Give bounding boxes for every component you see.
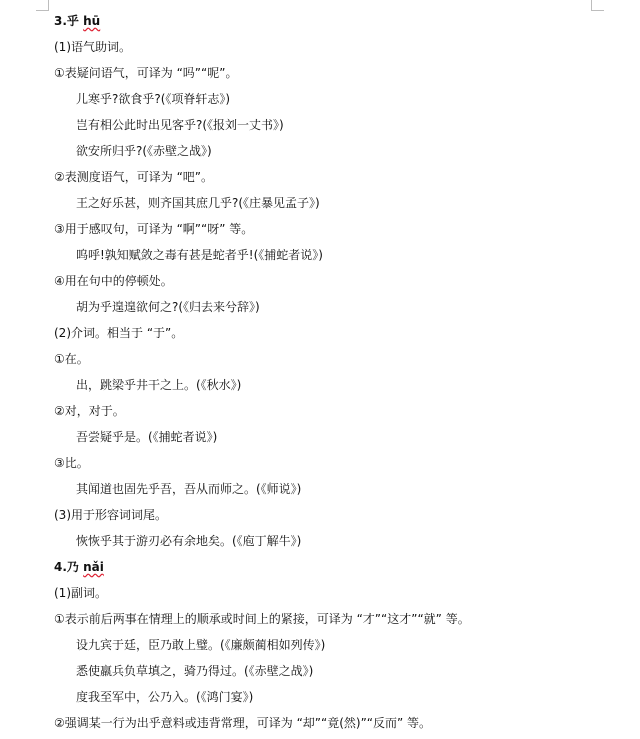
- doc-line: ②对，对于。: [54, 404, 125, 418]
- doc-line: ②表测度语气，可译为 “吧”。: [54, 170, 214, 184]
- page-corner-mark-left: [36, 0, 49, 11]
- doc-line: 悉使羸兵负草填之，骑乃得过。(《赤壁之战》): [76, 664, 314, 678]
- doc-line: 吾尝疑乎是。(《捕蛇者说》): [76, 430, 218, 444]
- doc-line: 恢恢乎其于游刃必有余地矣。(《庖丁解牛》): [76, 534, 302, 548]
- section-heading-num: 4.乃: [54, 560, 79, 574]
- section-heading-pinyin: hū: [83, 14, 101, 28]
- doc-line: (1)语气助词。: [54, 40, 131, 54]
- doc-line: (1)副词。: [54, 586, 107, 600]
- doc-line: ④用在句中的停顿处。: [54, 274, 173, 288]
- section-heading-num: 3.乎: [54, 14, 79, 28]
- doc-line: (3)用于形容词词尾。: [54, 508, 167, 522]
- doc-line: ①在。: [54, 352, 89, 366]
- doc-line: ②强调某一行为出乎意料或违背常理，可译为 “却”“竟(然)”“反而” 等。: [54, 716, 432, 730]
- doc-line: ①表疑问语气，可译为 “吗”“呢”。: [54, 66, 238, 80]
- doc-line: ①表示前后两事在情理上的顺承或时间上的紧接，可译为 “才”“这才”“就” 等。: [54, 612, 470, 626]
- doc-line: 欲安所归乎?(《赤壁之战》): [76, 144, 212, 158]
- doc-line: (2)介词。相当于 “于”。: [54, 326, 184, 340]
- doc-line: 王之好乐甚，则齐国其庶几乎?(《庄暴见孟子》): [76, 196, 320, 210]
- doc-line: 岂有相公此时出见客乎?(《报刘一丈书》): [76, 118, 284, 132]
- doc-line: 度我至军中，公乃入。(《鸿门宴》): [76, 690, 254, 704]
- section-heading-pinyin: nǎi: [83, 560, 104, 574]
- doc-line: 胡为乎遑遑欲何之?(《归去来兮辞》): [76, 300, 260, 314]
- section-heading-4: [54, 559, 640, 575]
- page-corner-mark-right: [591, 0, 604, 11]
- section-heading-3: [54, 13, 640, 29]
- doc-line: 其闻道也固先乎吾，吾从而师之。(《师说》): [76, 482, 302, 496]
- doc-line: 呜呼!孰知赋敛之毒有甚是蛇者乎!(《捕蛇者说》): [76, 248, 323, 262]
- doc-line: 出，跳梁乎井干之上。(《秋水》): [76, 378, 242, 392]
- doc-line: ③用于感叹句，可译为 “啊”“呀” 等。: [54, 222, 254, 236]
- doc-line: 设九宾于廷，臣乃敢上璧。(《廉颇蔺相如列传》): [76, 638, 326, 652]
- doc-line: ③比。: [54, 456, 89, 470]
- doc-line: 儿寒乎?欲食乎?(《项脊轩志》): [76, 92, 231, 106]
